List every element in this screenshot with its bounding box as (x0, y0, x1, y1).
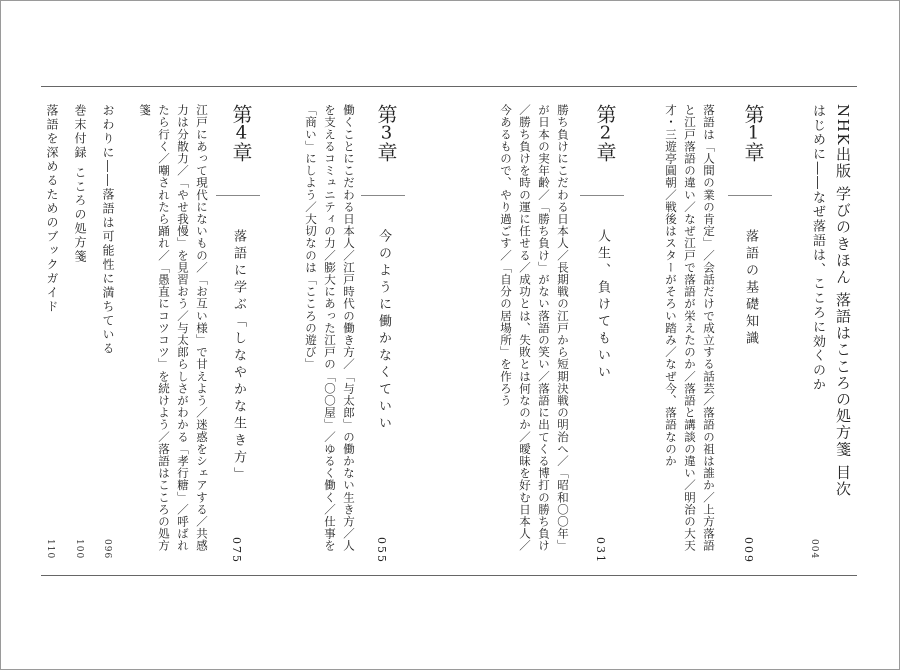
chapter-2-sections: 勝ち負けにこだわる日本人／長期戦の江戸から短期決戦の明治へ／「昭和〇〇年」が日本の実年齢／「勝ち負け」がない落語の笑い／落語に出てくる博打の勝ち負け／勝ち負けを時の運に任せる／成功とは、失敗とは何なのか／曖昧を好む日本人／今あるもので、やり過ごす／「自分の居場所」を作ろう (499, 104, 570, 552)
chapter-1-title[interactable]: 落語の基礎知識 (743, 229, 758, 348)
chapter-2-separator (580, 195, 624, 196)
afterword-title[interactable]: おわりに――落語は可能性に満ちている (101, 104, 115, 356)
chapter-1-page-number: 009 (742, 537, 755, 564)
chapter-1-separator (728, 195, 772, 196)
chapter-4-separator (216, 195, 260, 196)
chapter-4-title[interactable]: 落語に学ぶ「しなやかな生き方」 (231, 229, 246, 484)
chapter-3-label: 第3章 (374, 104, 398, 162)
chapter-2-title[interactable]: 人生、負けてもいい (595, 229, 610, 382)
chapter-4-sections: 江戸にあって現代にないもの／「お互い様」で甘えよう／迷惑をシェアする／共感力は分散力／「やせ我慢」を見習おう／与太郎らしさがわかる「孝行糖」／呼ばれたら行く／嘲されたら踊れ／「愚直にコツコツ」を続けよう／落語はこころの処方箋 (138, 104, 209, 552)
top-rule (41, 86, 857, 87)
chapter-1-sections: 落語は「人間の業の肯定」／会話だけで成立する話芸／落語の祖は誰か／上方落語と江戸落語の違い／なぜ江戸で落語が栄えたのか／落語と講談の違い／明治の大天才・三遊亭圓朝／戦後はスターがそろい踏み／なぜ今、落語なのか (664, 104, 716, 552)
chapter-3-title[interactable]: 今のように働かなくていい (376, 229, 391, 433)
chapter-2-label: 第2章 (593, 104, 617, 162)
book-guide-page-number: 110 (45, 539, 55, 560)
intro-page-number: 004 (809, 539, 819, 560)
bottom-rule (41, 575, 857, 576)
appendix-title[interactable]: 巻末付録 こころの処方箋 (73, 104, 87, 264)
chapter-1-label: 第1章 (741, 104, 765, 162)
chapter-4-page-number: 075 (230, 537, 243, 564)
chapter-3-page-number: 055 (375, 537, 388, 564)
toc-title: NHK出版 学びのきほん 落語はこころの処方箋 目次 (834, 104, 852, 498)
chapter-3-separator (361, 195, 405, 196)
appendix-page-number: 100 (74, 539, 84, 560)
intro-title[interactable]: はじめに――なぜ落語は、こころに効くのか (810, 104, 825, 392)
chapter-2-page-number: 031 (594, 537, 607, 564)
afterword-page-number: 096 (102, 539, 112, 560)
book-guide-title[interactable]: 落語を深めるためのブックガイド (45, 104, 59, 314)
chapter-3-sections: 働くことにこだわる日本人／江戸時代の働き方／「与太郎」の働かない生き方／人を支えるコミュニティの力／膨大にあった江戸の「〇〇屋」／ゆるく働く／仕事を「商い」にしよう／大切なのは「こころの遊び」 (304, 104, 356, 552)
chapter-4-label: 第4章 (229, 104, 253, 162)
